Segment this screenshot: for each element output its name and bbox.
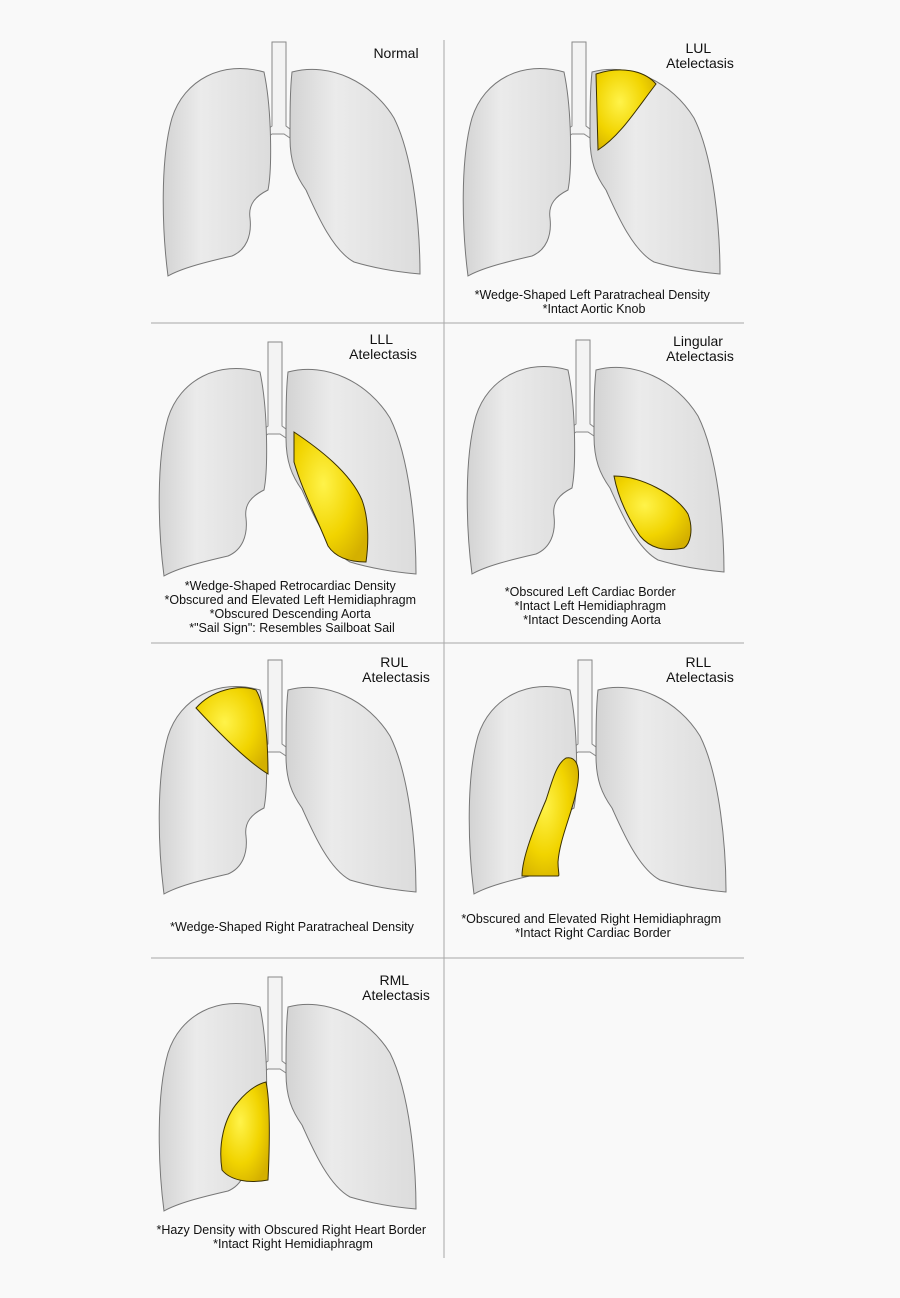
panel-title: Normal	[373, 45, 419, 61]
panel-notes: *Obscured Left Cardiac Border *Intact Left Hemidiaphragm *Intact Descending Aorta	[504, 585, 676, 627]
panel-notes: *Obscured and Elevated Right Hemidiaphragm *Intact Right Cardiac Border	[461, 912, 722, 940]
panel-title: RUL Atelectasis	[362, 654, 430, 685]
panel-rul	[159, 654, 430, 934]
panel-notes: *Hazy Density with Obscured Right Heart Border *Intact Right Hemidiaphragm	[156, 1223, 427, 1251]
panel-title: Lingular Atelectasis	[666, 333, 734, 364]
panel-title: LLL Atelectasis	[349, 331, 417, 362]
panel-title: RML Atelectasis	[362, 972, 430, 1003]
lung-illustration	[469, 660, 726, 894]
lung-illustration	[463, 42, 720, 276]
panel-notes: *Wedge-Shaped Left Paratracheal Density *Intact Aortic Knob	[474, 288, 710, 316]
lung-illustration	[159, 342, 416, 576]
panel-rll	[461, 654, 734, 940]
panel-lll	[159, 331, 419, 635]
panel-title: LUL Atelectasis	[666, 40, 734, 71]
panel-rml	[156, 972, 429, 1251]
lung-illustration	[159, 660, 416, 894]
panel-lingular	[467, 333, 734, 627]
panel-notes: *Wedge-Shaped Right Paratracheal Density	[170, 920, 414, 934]
panel-title: RLL Atelectasis	[666, 654, 734, 685]
panel-lul	[463, 40, 734, 316]
lung-illustration	[159, 977, 416, 1211]
panel-notes: *Wedge-Shaped Retrocardiac Density *Obscured and Elevated Left Hemidiaphragm *Obscured Descending Aorta *"Sail Sign": Resembles Sailboat Sail	[164, 579, 417, 635]
lung-illustration	[163, 42, 420, 276]
panel-normal	[163, 42, 420, 276]
